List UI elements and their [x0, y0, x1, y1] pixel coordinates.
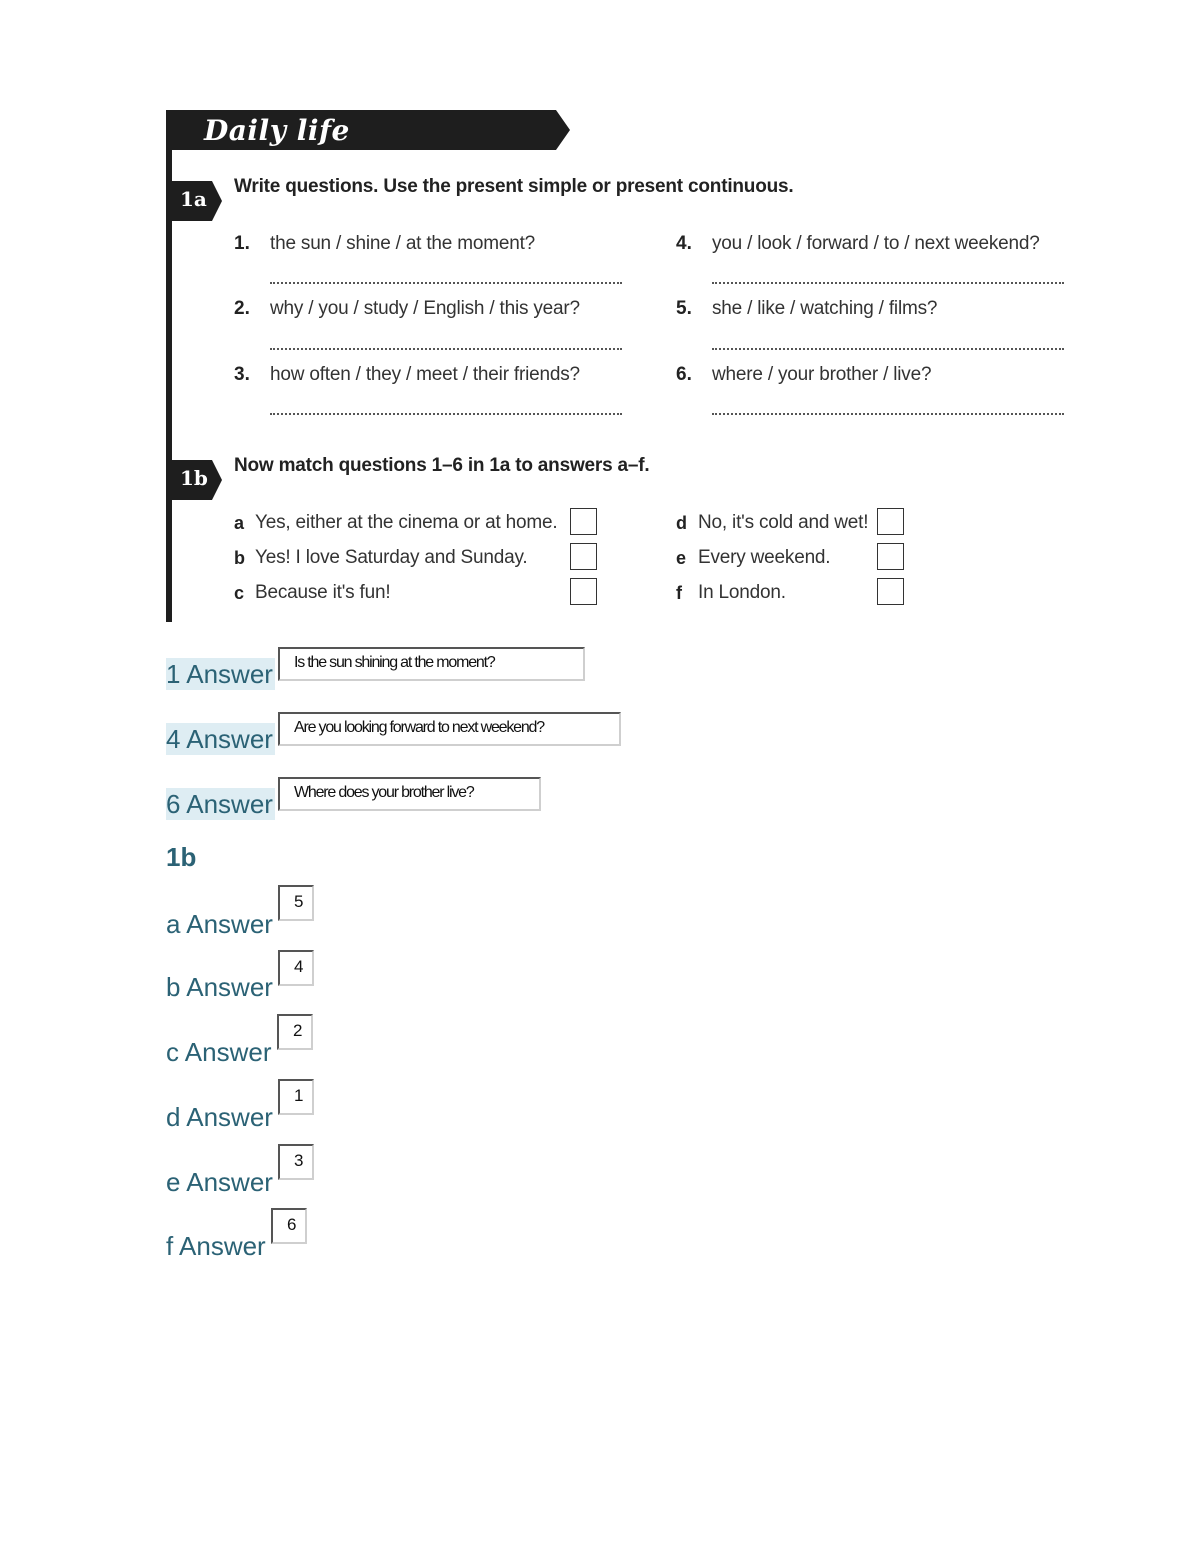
answer-label-a: a Answer [166, 909, 273, 939]
match-text: Yes! I love Saturday and Sunday. [255, 547, 528, 568]
worksheet-title: Daily life [204, 114, 350, 147]
match-letter: e [676, 548, 687, 568]
match-letter: a [234, 513, 245, 533]
match-box [570, 578, 597, 605]
worksheet [166, 110, 1076, 622]
section-1b-heading: 1b [166, 842, 197, 872]
answer-field-4[interactable]: Are you looking forward to next weekend? [278, 712, 621, 746]
instruction-1b: Now match questions 1–6 in 1a to answers a–f. [234, 455, 650, 476]
match-box [570, 508, 597, 535]
answer-line [270, 413, 622, 415]
question-number: 3. [234, 364, 250, 385]
match-box [877, 578, 904, 605]
answer-line [712, 348, 1064, 350]
match-letter: b [234, 548, 245, 568]
match-letter: f [676, 583, 682, 603]
question-number: 6. [676, 364, 692, 385]
match-text: No, it's cold and wet! [698, 512, 869, 533]
question-text: where / your brother / live? [712, 364, 932, 385]
answer-label-6: 6 Answer [166, 789, 273, 819]
match-text: Yes, either at the cinema or at home. [255, 512, 558, 533]
question-number: 5. [676, 298, 692, 319]
answer-field-a[interactable]: 5 [278, 885, 314, 921]
answer-line [712, 282, 1064, 284]
answer-label-c: c Answer [166, 1037, 272, 1067]
answer-label-1: 1 Answer [166, 659, 273, 689]
answer-line [270, 348, 622, 350]
answer-label-f: f Answer [166, 1231, 266, 1261]
match-text: In London. [698, 582, 786, 603]
question-text: why / you / study / English / this year? [270, 298, 580, 319]
tab-1a-label: 1a [180, 187, 207, 211]
question-number: 2. [234, 298, 250, 319]
match-letter: d [676, 513, 687, 533]
match-letter: c [234, 583, 245, 603]
match-text: Every weekend. [698, 547, 831, 568]
answer-label-4: 4 Answer [166, 724, 273, 754]
match-text: Because it's fun! [255, 582, 391, 603]
question-number: 1. [234, 233, 250, 254]
question-text: she / like / watching / films? [712, 298, 938, 319]
tab-1b-label: 1b [180, 466, 208, 490]
answer-field-b[interactable]: 4 [278, 950, 314, 986]
match-box [877, 508, 904, 535]
answer-label-e: e Answer [166, 1167, 273, 1197]
answer-label-d: d Answer [166, 1102, 273, 1132]
match-box [877, 543, 904, 570]
instruction-1a: Write questions. Use the present simple or present continuous. [234, 176, 794, 197]
question-number: 4. [676, 233, 692, 254]
answer-line [270, 282, 622, 284]
answer-field-6[interactable]: Where does your brother live? [278, 777, 541, 811]
answer-field-f[interactable]: 6 [271, 1208, 307, 1244]
answer-label-b: b Answer [166, 972, 273, 1002]
match-box [570, 543, 597, 570]
question-text: the sun / shine / at the moment? [270, 233, 536, 254]
answer-field-e[interactable]: 3 [278, 1144, 314, 1180]
answer-field-d[interactable]: 1 [278, 1079, 314, 1115]
answer-line [712, 413, 1064, 415]
answer-field-c[interactable]: 2 [277, 1014, 313, 1050]
question-text: you / look / forward / to / next weekend? [712, 233, 1040, 254]
question-text: how often / they / meet / their friends? [270, 364, 580, 385]
answer-field-1[interactable]: Is the sun shining at the moment? [278, 647, 585, 681]
